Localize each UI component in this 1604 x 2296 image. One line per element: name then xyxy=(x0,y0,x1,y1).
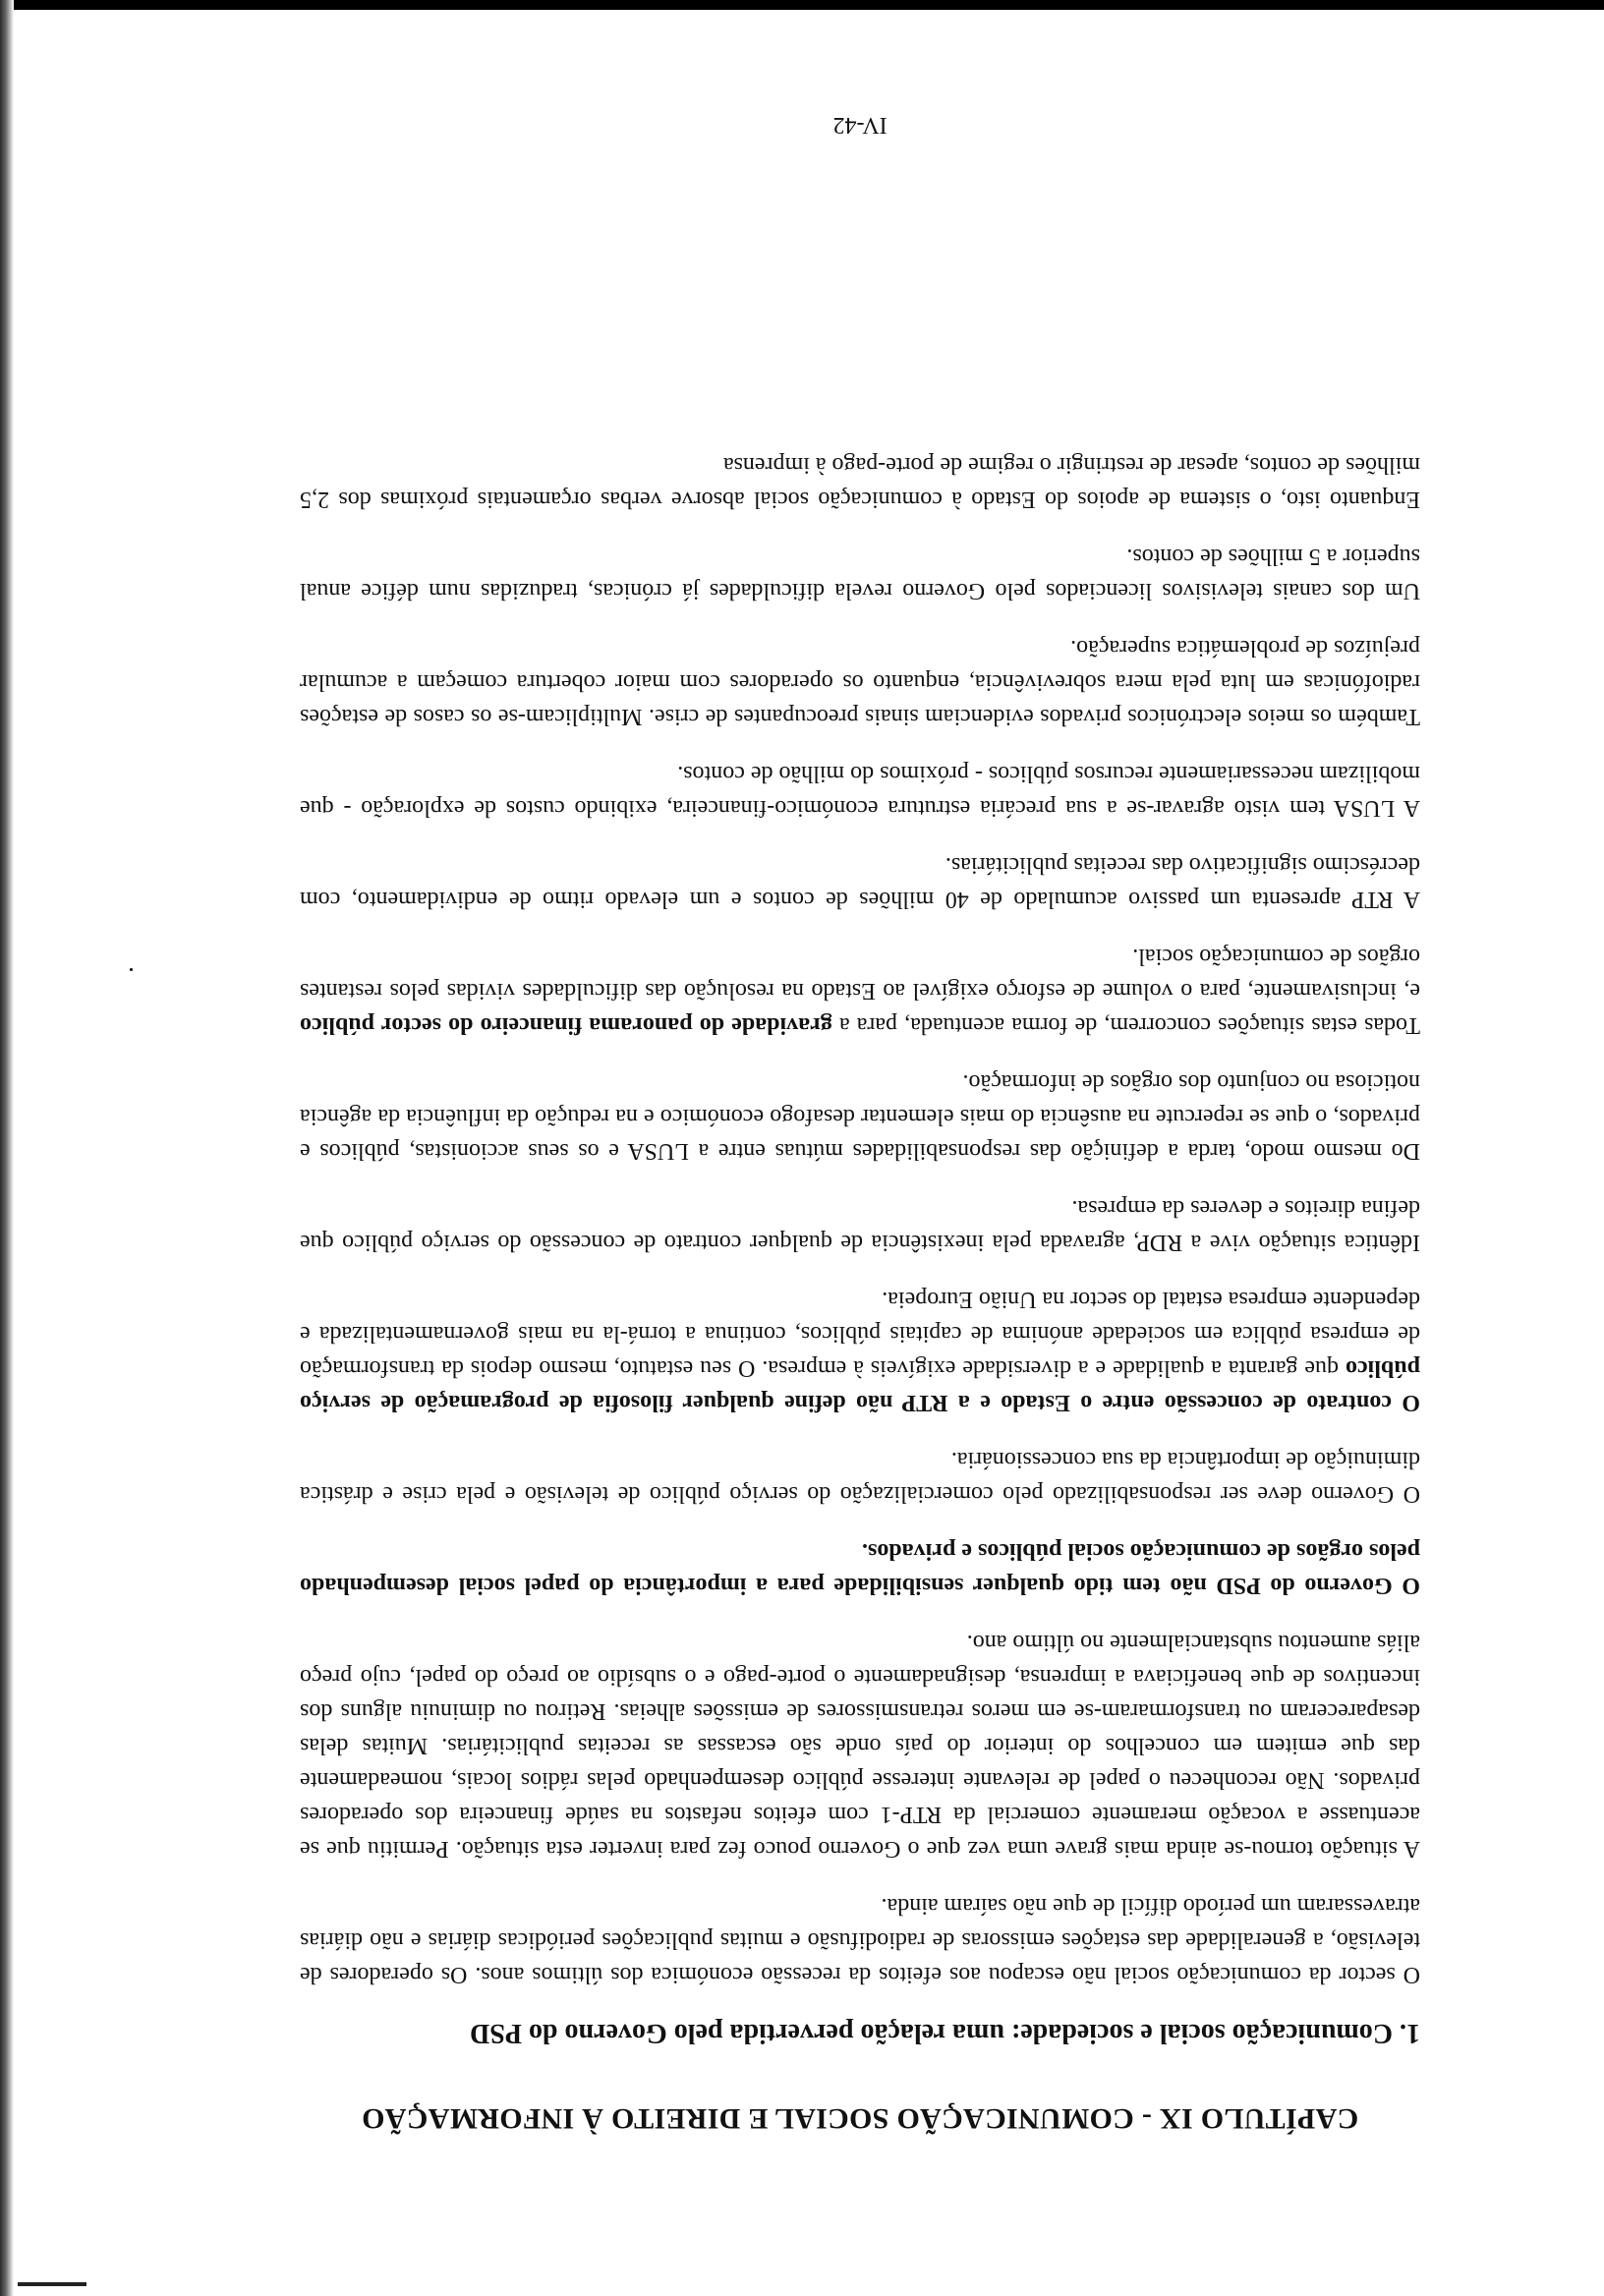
paragraph-lusa-responsibilities: Do mesmo modo, tarda a definição das responsabilidades mútuas entre a LUSA e os seus accionistas, públicos e privados, o que se repercute na ausência do mais elementar desafogo económico e na redução da influência da agência noticiosa no conjunto dos orgãos de informação. xyxy=(300,1069,1420,1164)
paragraph-government-inaction: A situação tornou-se ainda mais grave uma vez que o Governo pouco fez para inverter esta situação. Permitiu que se acentuasse a vocação meramente comercial da RTP-1 com efeitos nefastos na saúde financeira dos operadores privados. Não reconheceu o papel de relevante interesse público desempenhado pelas rádios locais, nomeadamente das que emitem em concelhos do interior do país onde são escassas as receitas publicitárias. Muitas delas desapareceram ou transformaram-se em meros retransmissores de emissões alheias. Retirou ou diminuiu alguns dos incentivos de que beneficiava a imprensa, designadamente o porte-pago e o subsídio ao preço do papel, cujo preço aliás aumentou substancialmente no último ano. xyxy=(300,1630,1420,1862)
paragraph-sector-recession: O sector da comunicação social não escapou aos efeitos da recessão económica dos últimos anos. Os operadores de televisão, a generalidade das estações emissoras de radiodifusão e muitas publicações periódicas diárias e não diárias atravessaram um período difícil de que não saíram ainda. xyxy=(300,1893,1420,1987)
paragraph-government-responsibility: O Governo deve ser responsabilizado pelo comercialização do serviço público de televisão e pela crise e drástica diminuição de importância da sua concessionária. xyxy=(300,1447,1420,1507)
paragraph-rtp-contract xyxy=(300,1282,1420,1419)
financial-panorama-bold: gravidade do panorama financeiro do sector público xyxy=(299,1012,832,1038)
section-heading: 1. Comunicação social e sociedade: uma relação pervertida pelo Governo do PSD xyxy=(470,2018,1420,2048)
paragraph-private-media-crisis: Também os meios electrónicos privados evidenciam sinais preocupantes de crise. Multiplicam-se os casos de estações radiofónicas em luta pela mera sobrevivência, enquanto os operadores com maior cobertura começam a acumular prejuízos de problemática superação. xyxy=(300,635,1420,729)
paragraph-financial-panorama xyxy=(300,939,1420,1042)
page-number: IV-42 xyxy=(832,112,888,138)
financial-panorama-rest: e, inclusivamente, para o volume de esforço exigível ao Estado na resolução das dificuldades vividas pelos restantes orgãos de comunicação social. xyxy=(300,944,1420,1004)
spacer xyxy=(300,1511,1420,1533)
scan-speck xyxy=(130,968,133,971)
subheading-psd-sensitivity: O Governo do PSD não tem tido qualquer sensibilidade para a importância do papel social desempenhado pelos orgãos de comunicação social públicos e privados. xyxy=(300,1538,1420,1598)
scan-bottom-mark xyxy=(18,2282,86,2286)
paragraph-tv-channel-deficit: Um dos canais televisivos licenciados pelo Governo revela dificuldades já crónicas, traduzidas num défice anual superior a 5 milhões de contos. xyxy=(300,544,1420,603)
paragraph-rtp-liabilities: A RTP apresenta um passivo acumulado de 40 milhões de contos e um elevado ritmo de endividamento, com decréscimo significativo das receitas publicitárias. xyxy=(300,852,1420,912)
scan-top-edge xyxy=(10,0,1604,10)
paragraph-rdp: Idêntica situação vive a RDP, agravada pela inexistência de qualquer contrato de concessão do serviço público que defina direitos e deveres da empresa. xyxy=(300,1195,1420,1255)
paragraph-lusa-finances: A LUSA tem visto agravar-se a sua precária estrutura económico-financeira, exibindo custos de exploração - que mobilizam necessariamente recursos públicos - próximos do milhão de contos. xyxy=(300,761,1420,821)
financial-panorama-lead: Todas estas situações concorrem, de forma acentuada, para a xyxy=(838,1012,1420,1038)
rtp-contract-text: que garanta a qualidade e a diversidade exigíveis à empresa. O seu estatuto, mesmo depois da transformação de empresa pública em sociedade anónima de capitais públicos, continua a torná-la na mais governamentalizada e dependente empresa estatal do sector na União Europeia. xyxy=(299,1287,1420,1381)
chapter-title: CAPÍTULO IX - COMUNICAÇÃO SOCIAL E DIREITO À INFORMAÇÃO xyxy=(361,2102,1359,2135)
rtp-contract-bold: O contrato de concessão entre o Estado e a RTP não define qualquer filosofia de programação de serviço público xyxy=(300,1355,1420,1415)
scan-left-edge xyxy=(0,0,14,2296)
paragraph-state-support: Enquanto isto, o sistema de apoios do Estado à comunicação social absorve verbas orçamentais próximas dos 2,5 milhões de contos, apesar de restringir o regime de porte-pago à imprensa xyxy=(300,452,1420,512)
document-page-rotated xyxy=(300,90,1420,2135)
